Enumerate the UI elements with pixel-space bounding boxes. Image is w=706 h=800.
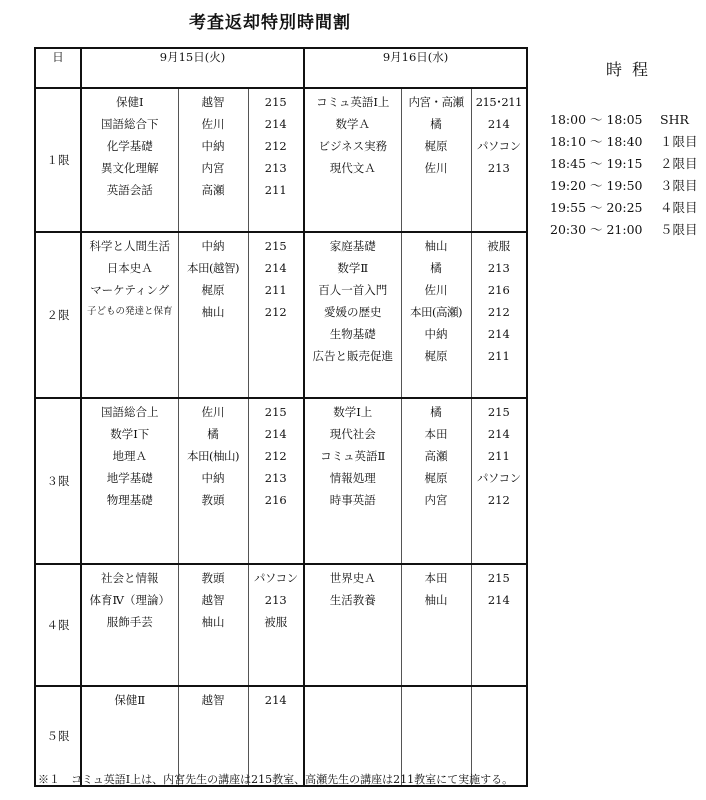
- d1-subject-cell: [81, 88, 178, 232]
- room-text: 215･211: [475, 95, 522, 109]
- teacher-text: 橘: [430, 117, 442, 131]
- schedule-time: 20:30 ～ 21:00: [550, 222, 643, 237]
- period-row: [35, 564, 527, 686]
- d2-teacher-cell: [401, 398, 471, 564]
- d2-room-cell: [471, 88, 527, 232]
- subject-text: 数学Ⅰ上: [333, 405, 373, 419]
- d2-subject-cell: [304, 398, 401, 564]
- room-text: 213: [264, 471, 287, 485]
- d2-room-cell: [471, 398, 527, 564]
- d1-room-cell: [248, 398, 304, 564]
- period-label: ５限: [35, 686, 81, 786]
- subject-text: 化学基礎: [106, 139, 153, 153]
- subject-text: 日本史Ａ: [106, 261, 153, 275]
- header-day: 日: [35, 48, 81, 88]
- subject-text: 情報処理: [329, 471, 376, 485]
- room-text: 211: [487, 449, 510, 463]
- teacher-text: 梶原: [424, 349, 448, 363]
- teacher-text: 越智: [201, 593, 225, 607]
- d2-room-cell: [471, 232, 527, 398]
- teacher-text: 内宮・高瀬: [408, 95, 464, 109]
- teacher-text: 本田(越智): [187, 261, 239, 275]
- d1-teacher-cell: [178, 398, 248, 564]
- subject-text: 地学基礎: [106, 471, 153, 485]
- subject-text: 数学Ａ: [335, 117, 371, 131]
- timetable: [34, 47, 528, 787]
- room-text: 215: [264, 405, 287, 419]
- d2-teacher-cell: [401, 564, 471, 686]
- teacher-text: 教頭: [201, 493, 225, 507]
- teacher-text: 柚山: [424, 239, 448, 253]
- teacher-text: 教頭: [201, 571, 225, 585]
- subject-text: 科学と人間生活: [89, 239, 170, 253]
- teacher-text: 柚山: [424, 593, 448, 607]
- room-text: 212: [264, 305, 287, 319]
- subject-text: 物理基礎: [106, 493, 153, 507]
- subject-text: 子どもの発達と保育: [86, 306, 173, 317]
- schedule-row: [550, 219, 698, 241]
- subject-text: 地理Ａ: [112, 449, 147, 463]
- room-text: 被服: [487, 239, 511, 253]
- room-text: 215: [487, 405, 510, 419]
- teacher-text: 越智: [201, 95, 225, 109]
- period-label: １限: [35, 88, 81, 232]
- room-text: 211: [264, 183, 287, 197]
- teacher-text: 本田(柚山): [187, 449, 239, 463]
- room-text: パソコン: [253, 571, 298, 585]
- period-label: ２限: [35, 232, 81, 398]
- room-text: 214: [264, 117, 287, 131]
- schedule-time: 18:00 ～ 18:05: [550, 112, 643, 127]
- d2-teacher-cell: [401, 232, 471, 398]
- room-text: 216: [487, 283, 510, 297]
- teacher-text: 梶原: [201, 283, 225, 297]
- teacher-text: 梶原: [424, 471, 448, 485]
- room-text: 213: [264, 161, 287, 175]
- period-label: ４限: [35, 564, 81, 686]
- teacher-text: 中納: [201, 139, 225, 153]
- subject-text: 現代社会: [329, 427, 376, 441]
- schedule-row: [550, 175, 698, 197]
- subject-text: 広告と販売促進: [312, 349, 394, 363]
- subject-text: 保健Ⅰ: [115, 95, 144, 109]
- subject-text: コミュ英語Ⅰ上: [316, 95, 390, 109]
- period-row: [35, 88, 527, 232]
- subject-text: 英語会話: [106, 183, 153, 197]
- teacher-text: 内宮: [201, 161, 225, 175]
- d1-subject-cell: [81, 232, 178, 398]
- subject-text: コミュ英語Ⅱ: [320, 449, 386, 463]
- room-text: 212: [487, 493, 510, 507]
- room-text: 215: [264, 239, 287, 253]
- subject-text: 生物基礎: [329, 327, 376, 341]
- schedule-period: SHR: [660, 112, 689, 127]
- room-text: 214: [264, 427, 287, 441]
- room-text: 214: [487, 593, 510, 607]
- schedule-period: ４限目: [660, 200, 698, 215]
- schedule-time: 18:45 ～ 19:15: [550, 156, 643, 171]
- period-row: [35, 398, 527, 564]
- room-text: 213: [264, 593, 287, 607]
- teacher-text: 本田: [424, 427, 448, 441]
- header-row: [35, 48, 527, 88]
- teacher-text: 橘: [207, 427, 219, 441]
- room-text: 214: [487, 427, 510, 441]
- teacher-text: 佐川: [424, 161, 448, 175]
- subject-text: 体育Ⅳ（理論）: [89, 593, 170, 607]
- teacher-text: 内宮: [424, 493, 448, 507]
- schedule-period: ３限目: [660, 178, 698, 193]
- teacher-text: 柚山: [201, 615, 225, 629]
- schedule-list: [550, 109, 698, 241]
- subject-text: ビジネス実務: [318, 139, 388, 153]
- page-title: 考査返却特別時間割: [189, 13, 351, 33]
- teacher-text: 佐川: [424, 283, 448, 297]
- period-label: ３限: [35, 398, 81, 564]
- teacher-text: 越智: [201, 693, 225, 707]
- schedule-time: 19:55 ～ 20:25: [550, 200, 643, 215]
- room-text: 211: [487, 349, 510, 363]
- schedule-period: １限目: [660, 134, 698, 149]
- d2-subject-cell: [304, 232, 401, 398]
- teacher-text: 本田(高瀬): [410, 305, 463, 319]
- subject-text: 国語総合上: [101, 405, 159, 419]
- subject-text: 数学Ⅰ下: [110, 427, 150, 441]
- d1-room-cell: [248, 88, 304, 232]
- room-text: パソコン: [476, 139, 521, 153]
- subject-text: マーケティング: [90, 283, 170, 297]
- schedule-time: 18:10 ～ 18:40: [550, 134, 643, 149]
- d2-teacher-cell: [401, 88, 471, 232]
- d1-room-cell: [248, 232, 304, 398]
- schedule-title: 時程: [606, 60, 659, 79]
- teacher-text: 橘: [430, 405, 442, 419]
- schedule-period: ５限目: [660, 222, 698, 237]
- period-row: [35, 232, 527, 398]
- header-date-1: 9月15日(火): [81, 48, 304, 88]
- room-text: 被服: [264, 615, 288, 629]
- d1-subject-cell: [81, 564, 178, 686]
- d1-teacher-cell: [178, 88, 248, 232]
- d1-subject-cell: [81, 398, 178, 564]
- schedule-row: [550, 131, 698, 153]
- room-text: 213: [487, 261, 510, 275]
- subject-text: 国語総合下: [101, 117, 159, 131]
- subject-text: 時事英語: [329, 493, 376, 507]
- teacher-text: 佐川: [201, 117, 225, 131]
- subject-text: 百人一首入門: [318, 283, 388, 297]
- subject-text: 現代文Ａ: [329, 161, 376, 175]
- room-text: 215: [487, 571, 510, 585]
- subject-text: 愛媛の歴史: [324, 305, 382, 319]
- subject-text: 服飾手芸: [106, 615, 153, 629]
- subject-text: 異文化理解: [101, 161, 159, 175]
- teacher-text: 本田: [424, 571, 448, 585]
- d1-teacher-cell: [178, 564, 248, 686]
- header-date-2: 9月16日(水): [304, 48, 527, 88]
- teacher-text: 佐川: [201, 405, 225, 419]
- room-text: 215: [264, 95, 287, 109]
- teacher-text: 高瀬: [424, 449, 448, 463]
- d1-teacher-cell: [178, 232, 248, 398]
- subject-text: 世界史Ａ: [329, 571, 376, 585]
- room-text: 214: [487, 117, 510, 131]
- subject-text: 家庭基礎: [329, 239, 376, 253]
- teacher-text: 梶原: [424, 139, 448, 153]
- room-text: 213: [487, 161, 510, 175]
- room-text: パソコン: [476, 471, 521, 485]
- teacher-text: 中納: [424, 327, 448, 341]
- room-text: 214: [264, 261, 287, 275]
- room-text: 214: [264, 693, 287, 707]
- subject-text: 生活教養: [329, 593, 376, 607]
- room-text: 212: [487, 305, 510, 319]
- schedule-row: [550, 197, 698, 219]
- teacher-text: 柚山: [201, 305, 225, 319]
- schedule-time: 19:20 ～ 19:50: [550, 178, 643, 193]
- subject-text: 保健Ⅱ: [114, 693, 146, 707]
- teacher-text: 高瀬: [201, 183, 225, 197]
- d2-room-cell: [471, 564, 527, 686]
- subject-text: 数学Ⅱ: [337, 261, 369, 275]
- room-text: 212: [264, 139, 287, 153]
- room-text: 212: [264, 449, 287, 463]
- room-text: 216: [264, 493, 287, 507]
- schedule-row: [550, 109, 698, 131]
- teacher-text: 中納: [201, 471, 225, 485]
- teacher-text: 中納: [201, 239, 225, 253]
- d2-subject-cell: [304, 88, 401, 232]
- subject-text: 社会と情報: [101, 571, 159, 585]
- schedule-period: ２限目: [660, 156, 698, 171]
- room-text: 211: [264, 283, 287, 297]
- footnote: ※１ コミュ英語Ⅰ上は、内宮先生の講座は215教室、高瀬先生の講座は211教室にて実施する。: [38, 773, 514, 786]
- d1-room-cell: [248, 564, 304, 686]
- schedule-row: [550, 153, 698, 175]
- teacher-text: 橘: [430, 261, 442, 275]
- room-text: 214: [487, 327, 510, 341]
- d2-subject-cell: [304, 564, 401, 686]
